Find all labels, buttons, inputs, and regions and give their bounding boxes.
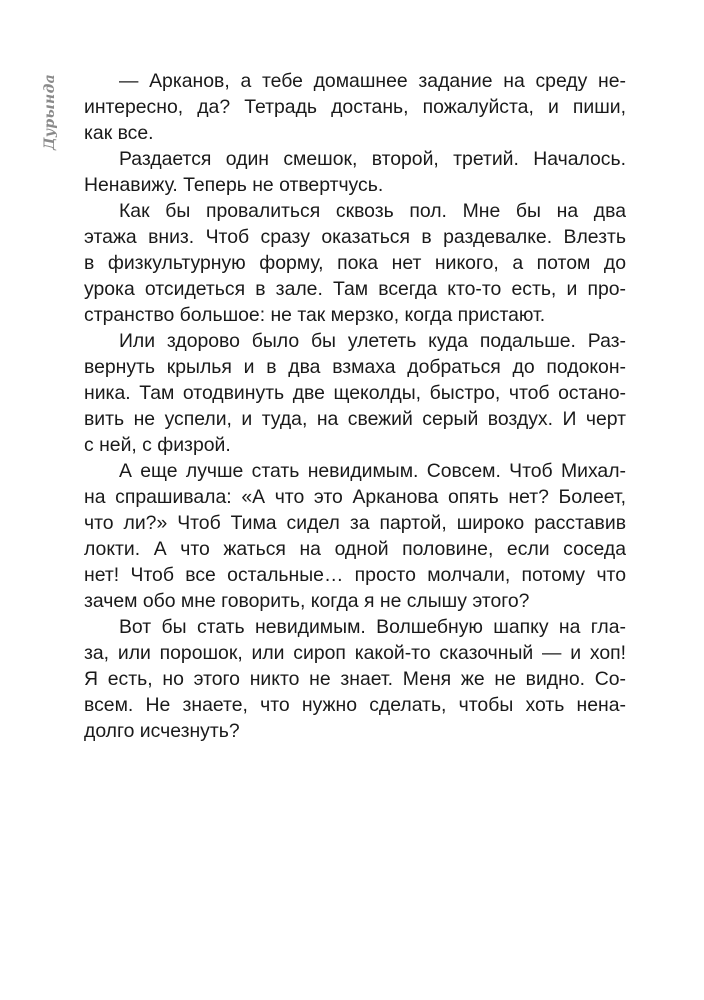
text-line: всем. Не знаете, что нужно сделать, чтобы хоть нена- <box>84 694 626 716</box>
paragraph <box>84 146 626 198</box>
paragraph <box>84 68 626 146</box>
text-line: Вот бы стать невидимым. Волшебную шапку на гла- <box>119 616 626 638</box>
text-line: как все. <box>84 122 154 144</box>
text-line: с ней, с физрой. <box>84 434 231 456</box>
book-text-body <box>84 68 626 744</box>
text-line: — Арканов, а тебе домашнее задание на среду не- <box>119 70 626 92</box>
text-line: Как бы провалиться сквозь пол. Мне бы на два <box>119 200 626 222</box>
running-head <box>22 70 62 160</box>
text-line: в физкультурную форму, пока нет никого, а потом до <box>84 252 626 274</box>
paragraph <box>84 328 626 458</box>
text-line: этажа вниз. Чтоб сразу оказаться в раздевалке. Влезть <box>84 226 626 248</box>
running-head-title: Дурында <box>42 74 58 150</box>
text-line: А еще лучше стать невидимым. Совсем. Чтоб Михал- <box>119 460 626 482</box>
text-line: зачем обо мне говорить, когда я не слышу этого? <box>84 590 530 612</box>
text-line: долго исчезнуть? <box>84 720 240 742</box>
text-line: что ли?» Чтоб Тима сидел за партой, широко расставив <box>84 512 626 534</box>
paragraph <box>84 458 626 614</box>
paragraph <box>84 198 626 328</box>
text-line: интересно, да? Тетрадь достань, пожалуйста, и пиши, <box>84 96 626 118</box>
text-line: за, или порошок, или сироп какой-то сказочный — и хоп! <box>84 642 626 664</box>
text-line: странство большое: не так мерзко, когда пристают. <box>84 304 546 326</box>
text-line: Или здорово было бы улететь куда подальше. Раз- <box>119 330 626 352</box>
text-line: вернуть крылья и в два взмаха добраться до подокон- <box>84 356 626 378</box>
text-line: на спрашивала: «А что это Арканова опять нет? Болеет, <box>84 486 626 508</box>
text-line: урока отсидеться в зале. Там всегда кто-то есть, и про- <box>84 278 626 300</box>
text-line: вить не успели, и туда, на свежий серый воздух. И черт <box>84 408 626 430</box>
text-line: Я есть, но этого никто не знает. Меня же не видно. Со- <box>84 668 626 690</box>
text-line: локти. А что жаться на одной половине, если соседа <box>84 538 626 560</box>
paragraph <box>84 614 626 744</box>
text-line: Ненавижу. Теперь не отвертчусь. <box>84 174 384 196</box>
text-line: Раздается один смешок, второй, третий. Началось. <box>119 148 626 170</box>
text-line: нет! Чтоб все остальные… просто молчали, потому что <box>84 564 626 586</box>
text-line: ника. Там отодвинуть две щеколды, быстро, чтоб остано- <box>84 382 626 404</box>
